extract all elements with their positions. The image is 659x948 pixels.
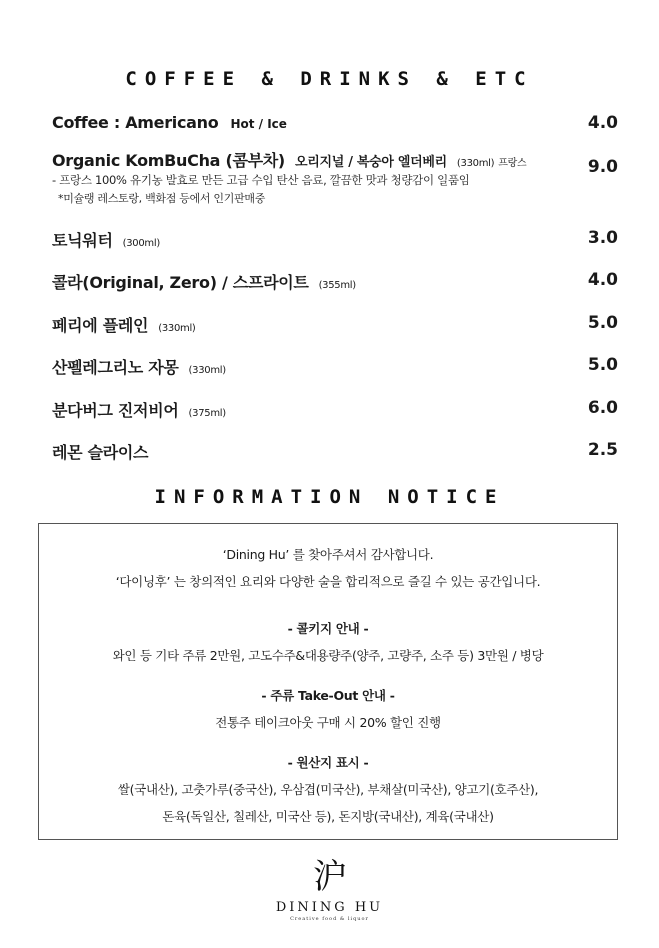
menu-item-volume: (330ml): [188, 365, 226, 376]
menu-item-price: 4.0: [587, 113, 618, 133]
menu-item-volume: (355ml): [318, 280, 356, 291]
menu-item-price: 6.0: [587, 398, 618, 418]
notice-takeout-heading: - 주류 Take-Out 안내 -: [261, 688, 395, 703]
menu-item-volume: (300ml): [122, 238, 160, 249]
menu-item-name: [52, 148, 526, 171]
brand-mark-icon: [310, 852, 350, 898]
menu-item-label: 레몬 슬라이스: [52, 443, 149, 462]
notice-intro-line: ‘다이닝후’ 는 창의적인 요리와 다양한 술을 합리적으로 즐길 수 있는 공간입니다.: [115, 574, 541, 589]
menu-item-label: 콜라(Original, Zero) / 스프라이트: [52, 273, 309, 292]
menu-item: [52, 355, 618, 379]
svg-text:沪: 沪: [312, 857, 347, 897]
notice-origin-heading: - 원산지 표시 -: [287, 755, 369, 770]
menu-item-description: - 프랑스 100% 유기농 발효로 만든 고급 수입 탄산 음료, 깔끔한 맛과 청량감이 일품임: [52, 173, 470, 187]
menu-item-name: [52, 313, 196, 336]
menu-item-label: 페리에 플레인: [52, 316, 149, 335]
menu-item-price: 5.0: [587, 313, 618, 333]
menu-item: [52, 313, 618, 337]
menu-item-label: Organic KomBuCha (콤부차): [52, 151, 285, 170]
brand-name: DINING HU: [275, 900, 384, 915]
menu-item: [52, 440, 618, 464]
menu-item-name: [52, 440, 148, 463]
notice-takeout-text: 전통주 테이크아웃 구매 시 20% 할인 진행: [215, 715, 441, 730]
menu-item: [52, 228, 618, 252]
notice-intro-line: ‘Dining Hu’ 를 찾아주셔서 감사합니다.: [222, 547, 434, 562]
notice-corkage-text: 와인 등 기타 주류 2만원, 고도수주&대용량주(양주, 고량주, 소주 등) 3만원 / 병당: [112, 648, 544, 663]
menu-item-name: [52, 113, 287, 132]
information-notice-box: [38, 523, 618, 840]
menu-item-price: 3.0: [587, 228, 618, 248]
menu-item-price: 4.0: [587, 270, 618, 290]
menu-item: [52, 270, 618, 294]
menu-item-option: 오리지널 / 복숭아 엘더베리: [294, 155, 447, 170]
menu-item-label: Coffee : Americano: [52, 113, 219, 132]
menu-item-note: *미슐랭 레스토랑, 백화점 등에서 인기판매중: [58, 192, 266, 205]
menu-item-label: 산펠레그리노 자몽: [52, 358, 179, 377]
menu-item-price: 5.0: [587, 355, 618, 375]
menu-item: [52, 113, 618, 137]
section-title-information: INFORMATION NOTICE: [154, 486, 505, 508]
section-title-coffee: COFFEE & DRINKS & ETC: [125, 68, 534, 90]
notice-origin-text: 쌀(국내산), 고춧가루(중국산), 우삼겹(미국산), 부채살(미국산), 양고기(호주산),: [117, 782, 539, 797]
menu-item-label: 분다버그 진저비어: [52, 401, 179, 420]
menu-item-option: Hot / Ice: [230, 117, 287, 131]
menu-item: [52, 148, 618, 177]
menu-item-name: [52, 270, 356, 293]
menu-item: [52, 398, 618, 422]
brand-tagline: Creative food & liquor: [290, 916, 369, 922]
menu-item-volume: (375ml): [188, 408, 226, 419]
menu-item-label: 토닉워터: [52, 231, 113, 250]
menu-item-price: 9.0: [587, 157, 618, 177]
notice-origin-text: 돈육(독일산, 칠레산, 미국산 등), 돈지방(국내산), 계육(국내산): [162, 809, 494, 824]
menu-item-name: [52, 398, 226, 421]
menu-item-volume: (330ml): [158, 323, 196, 334]
notice-corkage-heading: - 콜키지 안내 -: [287, 621, 369, 636]
menu-item-name: [52, 355, 226, 378]
brand-logo: [0, 852, 659, 922]
menu-item-name: [52, 228, 160, 251]
menu-item-volume: (330ml): [456, 158, 495, 169]
menu-item-price: 2.5: [587, 440, 618, 460]
menu-item-origin: 프랑스: [498, 158, 527, 169]
